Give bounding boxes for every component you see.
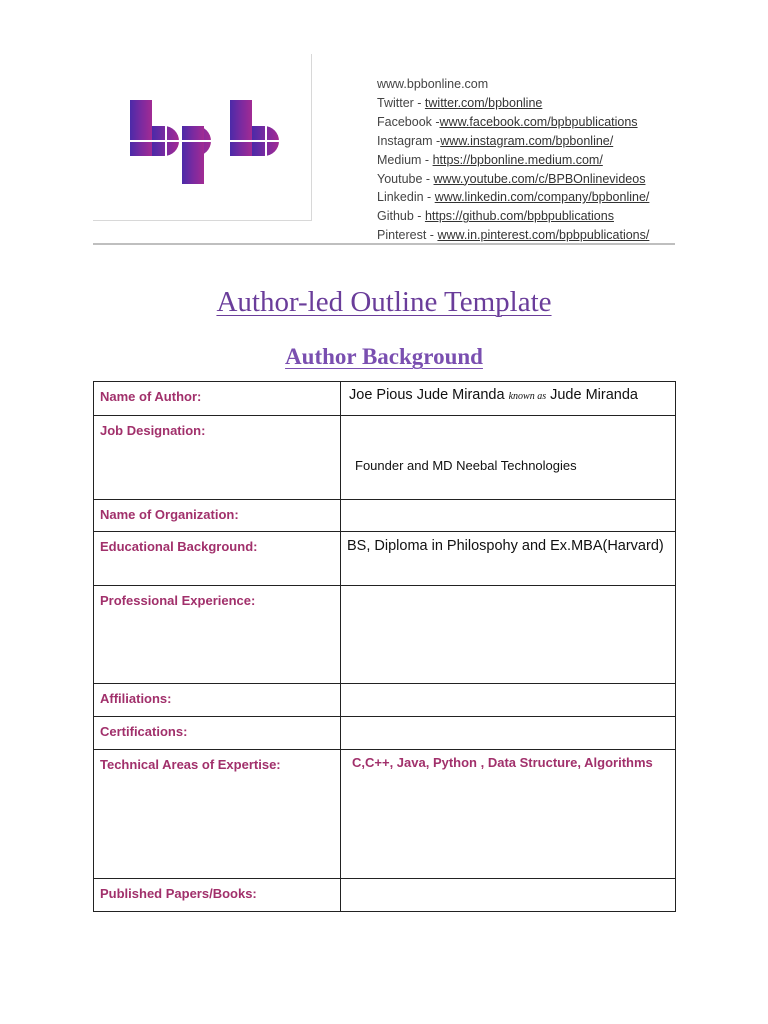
contact-label: Github - bbox=[377, 209, 425, 224]
name-value[interactable] bbox=[341, 382, 676, 416]
tech-value: C,C++, Java, Python , Data Structure, Algorithms bbox=[352, 755, 653, 770]
table-row bbox=[94, 532, 676, 586]
contact-label: Facebook - bbox=[377, 114, 440, 129]
table-row bbox=[94, 382, 676, 416]
aff-label: Affiliations: bbox=[94, 684, 341, 717]
prof-label: Professional Experience: bbox=[94, 586, 341, 684]
job-value: Founder and MD Neebal Technologies bbox=[355, 458, 577, 473]
prof-value[interactable] bbox=[341, 586, 676, 684]
table-row bbox=[94, 717, 676, 750]
contact-linkedin bbox=[377, 188, 649, 207]
contact-youtube bbox=[377, 170, 649, 189]
website-link[interactable]: www.bpbonline.com bbox=[377, 77, 489, 91]
cert-value[interactable] bbox=[341, 717, 676, 750]
header-divider bbox=[93, 243, 675, 245]
job-cell[interactable] bbox=[341, 416, 676, 500]
facebook-link[interactable]: www.facebook.com/bpbpublications bbox=[439, 114, 638, 129]
contact-label: Youtube - bbox=[377, 171, 434, 186]
table-row bbox=[94, 684, 676, 717]
pub-value[interactable] bbox=[341, 879, 676, 912]
twitter-link[interactable]: twitter.com/bpbonline bbox=[424, 95, 543, 110]
bpb-logo bbox=[128, 98, 288, 184]
contact-label: Linkedin - bbox=[377, 190, 435, 205]
pinterest-link[interactable]: www.in.pinterest.com/bpbpublications/ bbox=[437, 228, 650, 243]
table-row bbox=[94, 750, 676, 879]
contact-twitter bbox=[377, 94, 649, 113]
page-title bbox=[0, 286, 768, 319]
contact-label: Twitter - bbox=[377, 95, 425, 110]
alias-text: Jude Miranda bbox=[546, 387, 638, 403]
name-label: Name of Author: bbox=[94, 382, 341, 416]
contact-list bbox=[377, 75, 649, 245]
table-row bbox=[94, 500, 676, 532]
cert-label: Certifications: bbox=[94, 717, 341, 750]
table-row bbox=[94, 586, 676, 684]
contact-label: Instagram - bbox=[377, 133, 441, 148]
contact-medium bbox=[377, 151, 649, 170]
pub-label: Published Papers/Books: bbox=[94, 879, 341, 912]
contact-website bbox=[377, 75, 649, 94]
contact-label: Medium - bbox=[377, 152, 433, 167]
linkedin-link[interactable]: www.linkedin.com/company/bpbonline/ bbox=[434, 190, 650, 205]
edu-label: Educational Background: bbox=[94, 532, 341, 586]
contact-github bbox=[377, 207, 649, 226]
section-title-text: Author Background bbox=[285, 344, 483, 369]
table-row bbox=[94, 416, 676, 500]
job-label: Job Designation: bbox=[94, 416, 341, 500]
contact-instagram bbox=[377, 132, 649, 151]
org-label: Name of Organization: bbox=[94, 500, 341, 532]
github-link[interactable]: https://github.com/bpbpublications bbox=[424, 209, 614, 224]
section-title bbox=[0, 344, 768, 370]
tech-cell[interactable] bbox=[341, 750, 676, 879]
org-value[interactable] bbox=[341, 500, 676, 532]
known-as-text: known as bbox=[508, 391, 547, 402]
logo-box bbox=[93, 54, 312, 221]
instagram-link[interactable]: www.instagram.com/bpbonline/ bbox=[440, 133, 614, 148]
page-title-text: Author-led Outline Template bbox=[216, 286, 552, 318]
edu-value[interactable]: BS, Diploma in Philospohy and Ex.MBA(Harvard) bbox=[341, 532, 676, 586]
author-background-table bbox=[93, 381, 676, 912]
contact-label: Pinterest - bbox=[377, 228, 438, 243]
aff-value[interactable] bbox=[341, 684, 676, 717]
table-row bbox=[94, 879, 676, 912]
contact-facebook bbox=[377, 113, 649, 132]
tech-label: Technical Areas of Expertise: bbox=[94, 750, 341, 879]
name-text: Joe Pious Jude Miranda bbox=[349, 387, 509, 403]
youtube-link[interactable]: www.youtube.com/c/BPBOnlinevideos bbox=[433, 171, 646, 186]
medium-link[interactable]: https://bpbonline.medium.com/ bbox=[432, 152, 603, 167]
